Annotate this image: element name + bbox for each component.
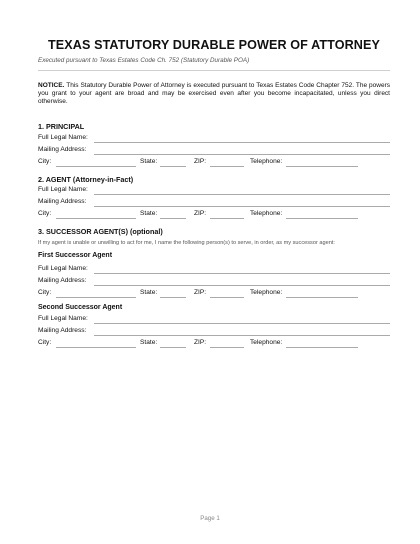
section-principal-heading: 1. PRINCIPAL [38,122,85,131]
agent-telephone-field[interactable] [286,218,358,219]
divider [38,70,390,71]
mailing-address-label: Mailing Address: [38,277,87,284]
telephone-label: Telephone: [250,158,283,165]
city-label: City: [38,289,52,296]
first-successor-city-row [38,289,390,298]
agent-address-field[interactable] [94,206,390,207]
state-label: State: [140,339,158,346]
agent-name-field[interactable] [94,194,390,195]
principal-address-field[interactable] [94,154,390,155]
second-successor-zip-field[interactable] [210,347,244,348]
principal-city-field[interactable] [56,166,136,167]
principal-zip-field[interactable] [210,166,244,167]
successor-note: If my agent is unable or unwilling to act for me, I name the following person(s) to serve, in order, as my successor agent: [38,240,335,246]
state-label: State: [140,289,158,296]
principal-name-row [38,134,390,143]
principal-telephone-field[interactable] [286,166,358,167]
agent-state-field[interactable] [160,218,186,219]
section-successor-heading: 3. SUCCESSOR AGENT(S) (optional) [38,227,163,236]
first-successor-name-field[interactable] [94,273,390,274]
city-label: City: [38,158,52,165]
first-successor-city-field[interactable] [56,297,136,298]
zip-label: ZIP: [194,289,207,296]
telephone-label: Telephone: [250,210,283,217]
second-successor-name-field[interactable] [94,323,390,324]
full-legal-name-label: Full Legal Name: [38,186,88,193]
second-successor-address-row [38,327,390,336]
state-label: State: [140,210,158,217]
mailing-address-label: Mailing Address: [38,327,87,334]
mailing-address-label: Mailing Address: [38,146,87,153]
second-successor-address-field[interactable] [94,335,390,336]
full-legal-name-label: Full Legal Name: [38,265,88,272]
first-successor-address-field[interactable] [94,285,390,286]
second-successor-city-row [38,339,390,348]
agent-city-row [38,210,390,219]
principal-address-row [38,146,390,155]
telephone-label: Telephone: [250,339,283,346]
first-successor-name-row [38,265,390,274]
agent-address-row [38,198,390,207]
notice-text: This Statutory Durable Power of Attorney is executed pursuant to Texas Estates Code Chapter 752. The powers you grant to your agent are broad and may be exercised even after you become incapacitated, unless you direct otherwise. [38,82,390,106]
mailing-address-label: Mailing Address: [38,198,87,205]
second-successor-heading: Second Successor Agent [38,304,123,311]
zip-label: ZIP: [194,339,207,346]
agent-zip-field[interactable] [210,218,244,219]
notice-paragraph [38,82,390,107]
zip-label: ZIP: [194,210,207,217]
city-label: City: [38,339,52,346]
section-agent-heading: 2. AGENT (Attorney-in-Fact) [38,175,134,184]
first-successor-heading: First Successor Agent [38,252,113,259]
state-label: State: [140,158,158,165]
page-number: Page 1 [200,515,220,522]
first-successor-zip-field[interactable] [210,297,244,298]
agent-city-field[interactable] [56,218,136,219]
second-successor-city-field[interactable] [56,347,136,348]
principal-state-field[interactable] [160,166,186,167]
second-successor-state-field[interactable] [160,347,186,348]
zip-label: ZIP: [194,158,207,165]
city-label: City: [38,210,52,217]
second-successor-telephone-field[interactable] [286,347,358,348]
second-successor-name-row [38,315,390,324]
telephone-label: Telephone: [250,289,283,296]
principal-city-row [38,158,390,167]
principal-name-field[interactable] [94,142,390,143]
full-legal-name-label: Full Legal Name: [38,315,88,322]
first-successor-telephone-field[interactable] [286,297,358,298]
document-subtitle: Executed pursuant to Texas Estates Code Ch. 752 (Statutory Durable POA) [38,57,250,64]
first-successor-address-row [38,277,390,286]
first-successor-state-field[interactable] [160,297,186,298]
agent-name-row [38,186,390,195]
full-legal-name-label: Full Legal Name: [38,134,88,141]
notice-label: NOTICE. [38,82,65,89]
document-title: TEXAS STATUTORY DURABLE POWER OF ATTORNEY [47,38,380,52]
